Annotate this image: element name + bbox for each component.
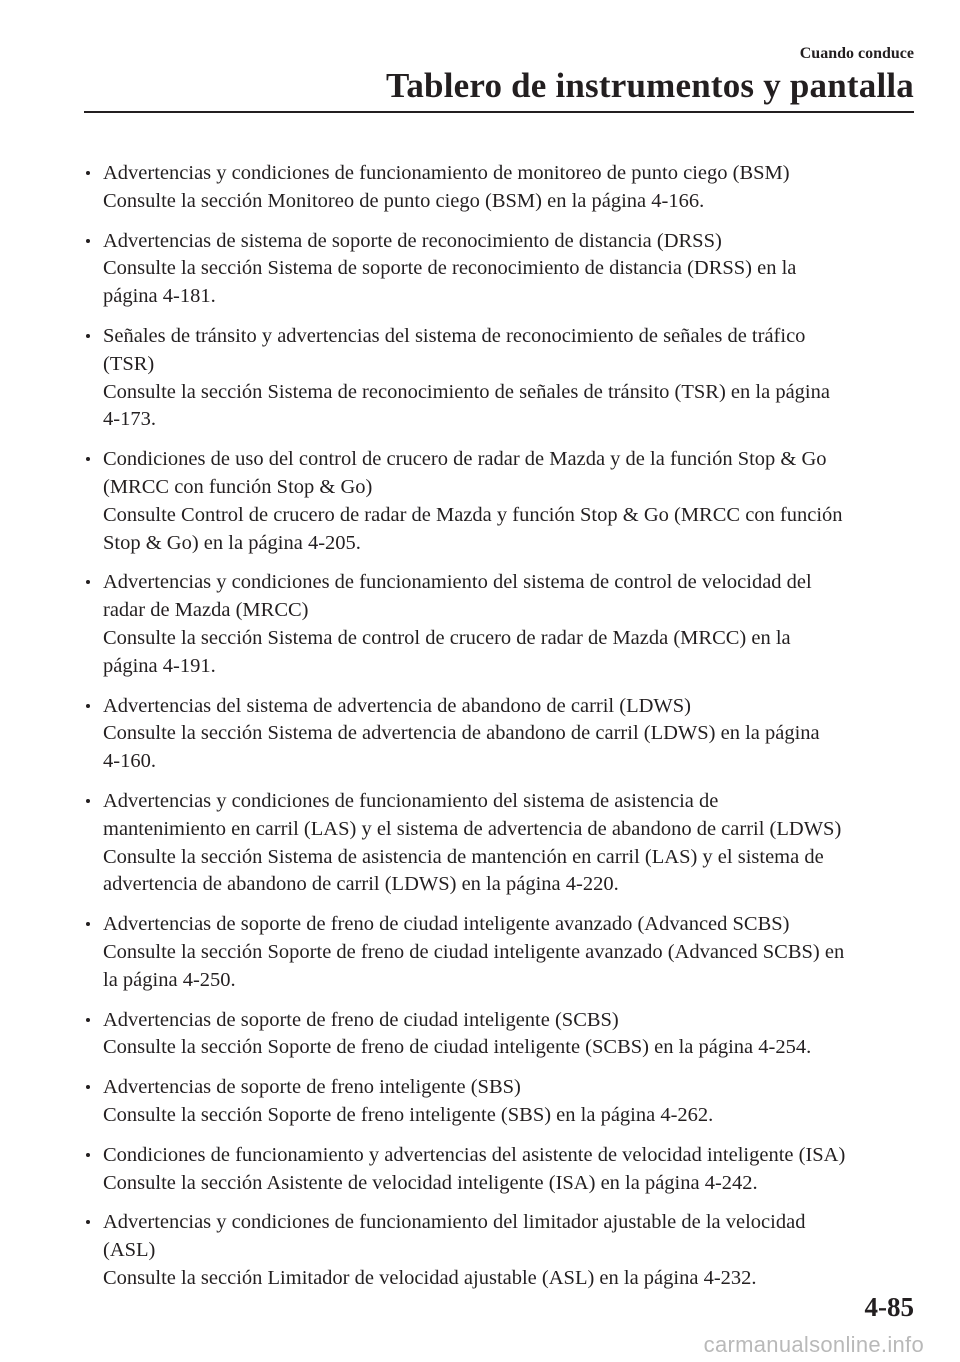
list-item-line: Condiciones de uso del control de crucero de radar de Mazda y de la función Stop & Go <box>103 448 827 471</box>
list-item <box>86 446 916 557</box>
page-header <box>386 44 914 106</box>
list-item <box>86 1142 916 1198</box>
list-item-line: Advertencias de soporte de freno de ciudad inteligente (SCBS) <box>103 1008 619 1031</box>
list-item-line: Consulte la sección Sistema de advertencia de abandono de carril (LDWS) en la página <box>103 722 820 745</box>
bullet-list <box>86 160 916 1305</box>
list-item-line: (MRCC con función Stop & Go) <box>103 475 373 498</box>
list-item-line: la página 4-250. <box>103 968 236 991</box>
list-item-line: mantenimiento en carril (LAS) y el sistema de advertencia de abandono de carril (LDWS) <box>103 817 842 840</box>
list-item <box>86 693 916 776</box>
list-item-line: Consulte la sección Sistema de control de crucero de radar de Mazda (MRCC) en la <box>103 626 791 649</box>
list-item-line: (ASL) <box>103 1239 156 1262</box>
page-title: Tablero de instrumentos y pantalla <box>386 66 914 105</box>
list-item <box>86 788 916 899</box>
list-item-line: 4-173. <box>103 408 156 431</box>
list-item-line: Consulte la sección Soporte de freno inteligente (SBS) en la página 4-262. <box>103 1103 714 1126</box>
list-item <box>86 160 916 216</box>
bullet-icon <box>86 1153 90 1157</box>
list-item-line: Advertencias de sistema de soporte de reconocimiento de distancia (DRSS) <box>103 229 722 252</box>
bullet-icon <box>86 1018 90 1022</box>
list-item-line: página 4-181. <box>103 285 216 308</box>
list-item-line: (TSR) <box>103 352 155 375</box>
list-item <box>86 323 916 434</box>
page-number: 4-85 <box>864 1292 914 1322</box>
list-item-line: Condiciones de funcionamiento y advertencias del asistente de velocidad inteligente (ISA) <box>103 1143 846 1166</box>
bullet-icon <box>86 1085 90 1089</box>
list-item <box>86 569 916 680</box>
bullet-icon <box>86 457 90 461</box>
list-item-line: Advertencias y condiciones de funcionamiento del sistema de asistencia de <box>103 789 719 812</box>
bullet-icon <box>86 580 90 584</box>
bullet-icon <box>86 334 90 338</box>
bullet-icon <box>86 799 90 803</box>
bullet-icon <box>86 239 90 243</box>
list-item-line: Consulte la sección Limitador de velocidad ajustable (ASL) en la página 4-232. <box>103 1266 757 1289</box>
header-divider <box>84 111 914 113</box>
list-item-line: Advertencias del sistema de advertencia de abandono de carril (LDWS) <box>103 694 691 717</box>
list-item-line: página 4-191. <box>103 654 216 677</box>
list-item-line: Consulte la sección Sistema de reconocimiento de señales de tránsito (TSR) en la página <box>103 380 830 403</box>
list-item-line: advertencia de abandono de carril (LDWS) en la página 4-220. <box>103 873 619 896</box>
list-item <box>86 1074 916 1130</box>
list-item-line: Consulte Control de crucero de radar de Mazda y función Stop & Go (MRCC con función <box>103 503 843 526</box>
bullet-icon <box>86 704 90 708</box>
list-item-line: Advertencias y condiciones de funcionamiento del limitador ajustable de la velocidad <box>103 1211 806 1234</box>
list-item <box>86 1209 916 1292</box>
list-item-line: Consulte la sección Sistema de soporte de reconocimiento de distancia (DRSS) en la <box>103 257 797 280</box>
list-item <box>86 1007 916 1063</box>
list-item-line: Advertencias de soporte de freno inteligente (SBS) <box>103 1076 521 1099</box>
list-item-line: 4-160. <box>103 750 156 773</box>
bullet-icon <box>86 1220 90 1224</box>
watermark: carmanualsonline.info <box>703 1332 924 1357</box>
list-item-line: Advertencias y condiciones de funcionamiento del sistema de control de velocidad del <box>103 571 812 594</box>
list-item-line: Advertencias y condiciones de funcionamiento de monitoreo de punto ciego (BSM) <box>103 162 790 184</box>
list-item-line: Consulte la sección Monitoreo de punto ciego (BSM) en la página 4-166. <box>103 189 705 212</box>
list-item-line: radar de Mazda (MRCC) <box>103 599 309 622</box>
list-item-line: Stop & Go) en la página 4-205. <box>103 531 361 554</box>
list-item <box>86 228 916 311</box>
list-item-line: Consulte la sección Soporte de freno de ciudad inteligente avanzado (Advanced SCBS) en <box>103 940 845 963</box>
list-item <box>86 911 916 994</box>
list-item-line: Consulte la sección Asistente de velocidad inteligente (ISA) en la página 4-242. <box>103 1171 758 1194</box>
list-item-line: Señales de tránsito y advertencias del sistema de reconocimiento de señales de tráfico <box>103 324 806 347</box>
list-item-line: Consulte la sección Sistema de asistencia de mantención en carril (LAS) y el sistema de <box>103 845 824 868</box>
bullet-icon <box>86 171 90 175</box>
list-item-line: Consulte la sección Soporte de freno de ciudad inteligente (SCBS) en la página 4-254. <box>103 1036 812 1059</box>
bullet-icon <box>86 922 90 926</box>
section-label: Cuando conduce <box>799 45 914 62</box>
list-item-line: Advertencias de soporte de freno de ciudad inteligente avanzado (Advanced SCBS) <box>103 913 790 936</box>
